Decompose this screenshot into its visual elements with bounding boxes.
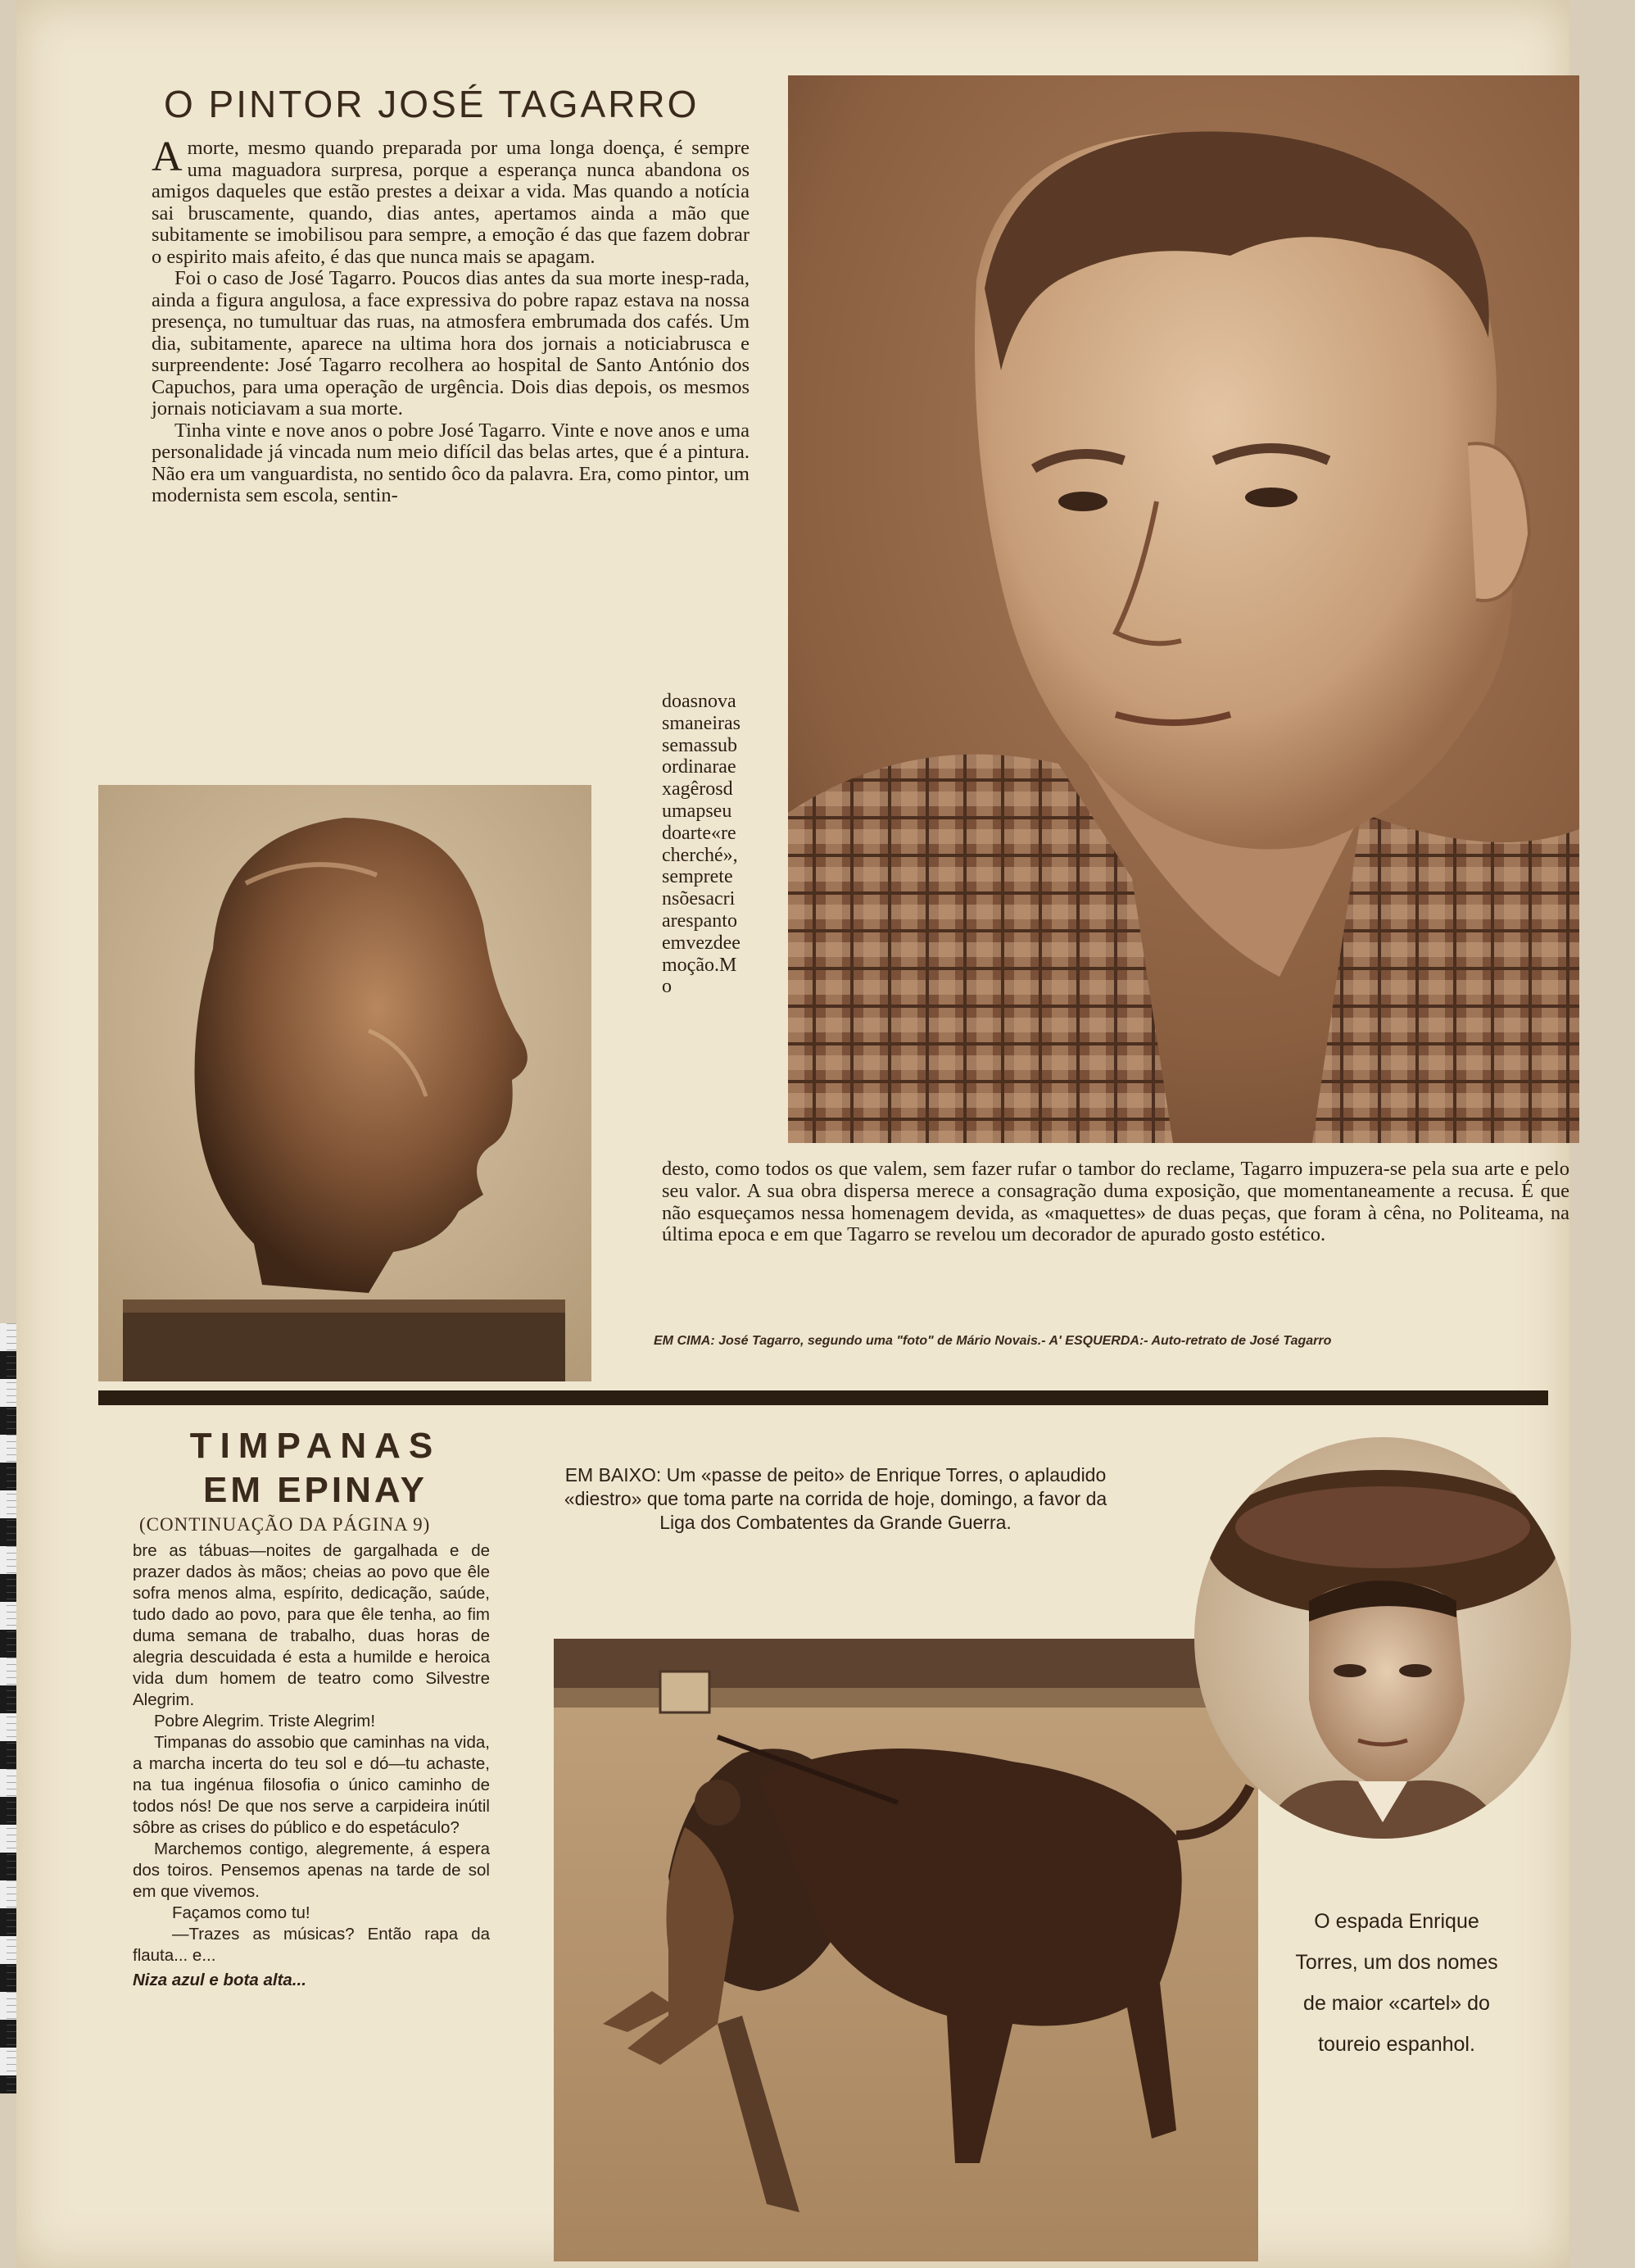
article-body <box>152 134 750 507</box>
article2-title-line1: TIMPANAS <box>189 1426 442 1466</box>
narrow-column-text: doasnovasmaneirassemassubordinaraexagêrosdumapseudoarte«recherché»,sempretensõesacriarespantoemvezdeemoção.Mo <box>662 691 741 998</box>
torero-caption: O espada Enrique Torres, um dos nomes de maior «cartel» do toureio espanhol. <box>1295 1910 1498 2056</box>
paragraph-2: Foi o caso de José Tagarro. Poucos dias antes da sua morte inesp-rada, ainda a figura angulosa, a face expressiva do pobre rapaz estava na nossa presença, no tumultuar das ruas, na atmosfera embrumada dos cafés. Um dia, subitamente, aparece na ultima hora dos jornais a noticiabrusca e surpreendente: José Tagarro recolhera ao hospital de Santo António dos Capuchos, para uma operação de urgência. Dois dias depois, os mesmos jornais noticiavam a sua morte. <box>152 267 750 420</box>
article2-p6: —Trazes as músicas? Então rapa da flauta... e... <box>133 1925 490 1965</box>
article2-p3: Timpanas do assobio que caminhas na vida, a marcha incerta do teu sol e dó—tu achaste, na tua ingénua filosofia o único caminho de todos nós! De que nos serve a carpideira inútil sôbre as crises do público e do espetáculo? <box>133 1733 490 1837</box>
section-divider <box>98 1390 1548 1405</box>
portrait-photo <box>788 75 1579 1143</box>
article2-p2: Pobre Alegrim. Triste Alegrim! <box>154 1712 376 1730</box>
article-continuation: desto, como todos os que valem, sem fazer rufar o tambor do reclame, Tagarro impuzera-se pela sua arte e pelo seu valor. A sua obra dispersa merece a consagração duma exposição, que momentaneamente a recusa. É que não esqueçamos nessa homenagem devida, as «maquettes» de duas peças, que foram à cêna, no Politeama, na última epoca e em que Tagarro se revelou um decorador de apurado gosto estético. <box>662 1158 1569 1246</box>
photo-caption: EM CIMA: José Tagarro, segundo uma "foto" de Mário Novais.- A' ESQUERDA:- Auto-retrato de José Tagarro <box>654 1334 1332 1348</box>
paragraph-3: Tinha vinte e nove anos o pobre José Tagarro. Vinte e nove anos e uma personalidade já vincada num meio difícil das belas artes, que é a pintura. Não era um vanguardista, no sentido ôco da palavra. Era, como pintor, um modernista sem escola, sentin- <box>152 419 750 506</box>
article2-p1: bre as tábuas—noites de gargalhada e de prazer dados às mãos; cheias ao povo que êle sofra menos alma, espírito, dedicação, saúde, tudo dado ao povo, para que êle tenha, ao fim duma semana de trabalho, duas horas de alegria descuidada é esta a humilde e heroica vida dum homem de teatro como Silvestre Alegrim. <box>133 1541 490 1709</box>
article2-p4: Marchemos contigo, alegremente, á espera dos toiros. Pensemos apenas na tarde de sol em que vivemos. <box>133 1839 490 1901</box>
paragraph-1 <box>152 134 750 268</box>
bullfight-photo <box>554 1639 1258 2261</box>
article2-title-line2: EM EPINAY <box>202 1470 428 1510</box>
drop-cap: A <box>152 134 183 180</box>
bust-photo <box>98 785 591 1381</box>
continuation-label: (CONTINUAÇÃO DA PÁGINA 9) <box>139 1514 431 1535</box>
torero-portrait <box>1194 1437 1571 1839</box>
article-title: O PINTOR JOSÉ TAGARRO <box>164 83 700 125</box>
article2-signature: Niza azul e bota alta... <box>133 1971 306 1989</box>
article2-p5: Façamos como tu! <box>172 1903 310 1922</box>
bullfight-caption: EM BAIXO: Um «passe de peito» de Enrique Torres, o aplaudido «diestro» que toma parte na corrida de hoje, domingo, a favor da Liga dos Combatentes da Grande Guerra. <box>564 1464 1107 1533</box>
paragraph-1-text: morte, mesmo quando preparada por uma longa doença, é sempre uma maguadora surpresa, porque a esperança nunca abandona os amigos daqueles que estão prestes a deixar a vida. Mas quando a notícia sai bruscamente, quando, dias antes, apertamos ainda a mão que subitamente se imobilisou para sempre, a emoção é das que fazem dobrar o espirito mais afeito, é das que nunca mais se apagam. <box>152 137 750 268</box>
article2-title <box>135 1424 496 1513</box>
article2-body <box>133 1540 490 1991</box>
